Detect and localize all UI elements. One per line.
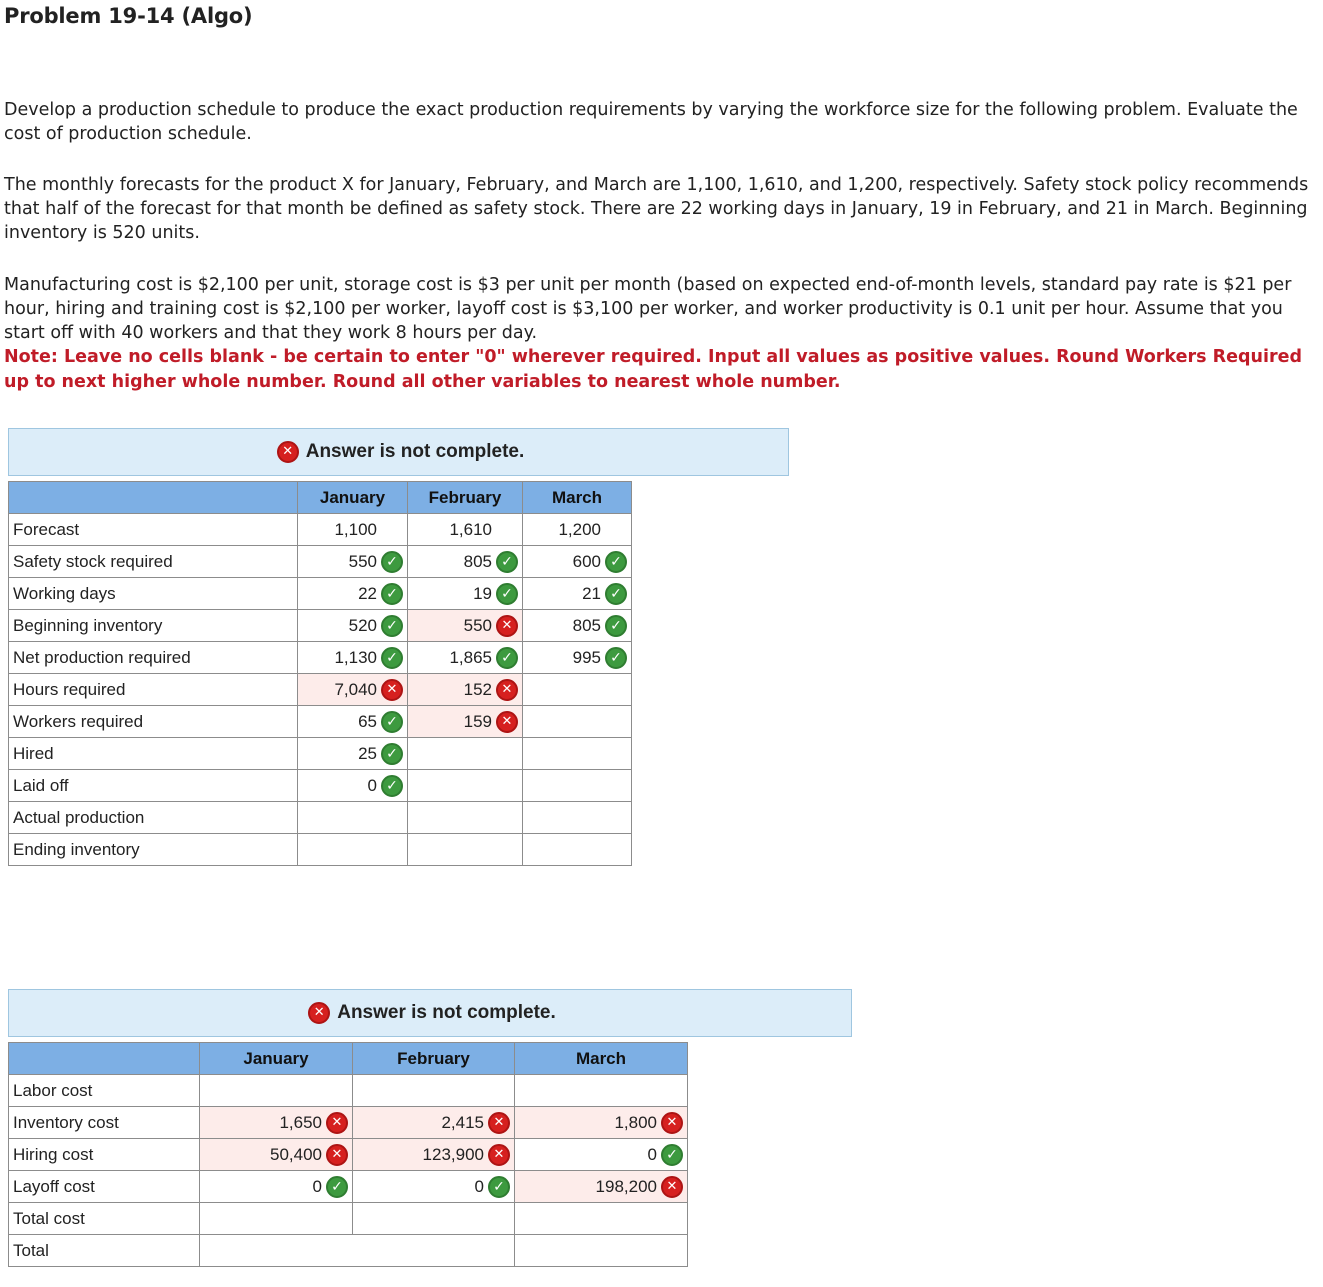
schedule-input-january[interactable] <box>298 770 408 802</box>
cell-value: 1,200 <box>558 519 601 539</box>
schedule-input-march[interactable] <box>523 706 632 738</box>
row-label: Total <box>9 1235 200 1267</box>
problem-note: Note: Leave no cells blank - be certain to enter "0" wherever required. Input all values as positive values. Round Workers Required up to next higher whole number. Round all other variables to nearest whole number. <box>4 347 1302 392</box>
x-circle-icon: ✕ <box>326 1112 348 1134</box>
x-circle-icon: ✕ <box>661 1112 683 1134</box>
cost-input-february[interactable] <box>353 1203 515 1235</box>
check-circle-icon: ✓ <box>496 583 518 605</box>
cell-value: 21 <box>582 583 601 603</box>
table-row <box>9 770 632 802</box>
x-circle-icon: ✕ <box>496 615 518 637</box>
schedule-input-january[interactable] <box>298 674 408 706</box>
schedule-input-february[interactable] <box>408 514 523 546</box>
row-label: Total cost <box>9 1203 200 1235</box>
cell-value: 1,100 <box>334 519 377 539</box>
cell-value: 805 <box>463 551 492 571</box>
schedule-input-january[interactable] <box>298 546 408 578</box>
table-row <box>9 738 632 770</box>
cost-input-january[interactable] <box>200 1139 353 1171</box>
answer-status-text: Answer is not complete. <box>305 441 525 462</box>
schedule-input-march[interactable] <box>523 514 632 546</box>
check-circle-icon: ✓ <box>605 615 627 637</box>
empty-cell <box>515 1235 688 1267</box>
row-label: Beginning inventory <box>9 610 298 642</box>
x-circle-icon: ✕ <box>496 679 518 701</box>
schedule-input-february[interactable] <box>408 610 523 642</box>
row-label: Ending inventory <box>9 834 298 866</box>
check-circle-icon: ✓ <box>381 743 403 765</box>
row-label: Laid off <box>9 770 298 802</box>
schedule-input-february[interactable] <box>408 802 523 834</box>
cell-value: 600 <box>572 551 601 571</box>
cell-value: 0 <box>367 775 377 795</box>
check-circle-icon: ✓ <box>496 647 518 669</box>
cell-value: 1,610 <box>449 519 492 539</box>
cell-value: 198,200 <box>595 1176 657 1196</box>
cell-value: 152 <box>463 679 492 699</box>
cell-value: 805 <box>572 615 601 635</box>
x-circle-icon: ✕ <box>661 1176 683 1198</box>
answer-status-banner <box>8 989 852 1037</box>
row-label: Inventory cost <box>9 1107 200 1139</box>
table-row <box>9 546 632 578</box>
column-header-march: March <box>523 482 632 514</box>
cell-value: 1,130 <box>334 647 377 667</box>
cost-input-january[interactable] <box>200 1203 353 1235</box>
table-row <box>9 1107 688 1139</box>
cost-input-march[interactable] <box>515 1139 688 1171</box>
column-header <box>9 1043 200 1075</box>
table-header-row <box>9 482 632 514</box>
schedule-input-january[interactable] <box>298 738 408 770</box>
cost-input-march[interactable] <box>515 1075 688 1107</box>
schedule-input-january[interactable] <box>298 706 408 738</box>
table-row <box>9 514 632 546</box>
x-circle-icon: ✕ <box>488 1112 510 1134</box>
answer-status-text: Answer is not complete. <box>337 1002 556 1023</box>
schedule-input-march[interactable] <box>523 770 632 802</box>
row-label: Safety stock required <box>9 546 298 578</box>
row-label: Actual production <box>9 802 298 834</box>
table-row <box>9 834 632 866</box>
column-header-january: January <box>298 482 408 514</box>
check-circle-icon: ✓ <box>381 583 403 605</box>
schedule-input-march[interactable] <box>523 834 632 866</box>
check-circle-icon: ✓ <box>496 551 518 573</box>
table-row <box>9 578 632 610</box>
column-header <box>9 482 298 514</box>
row-label: Hiring cost <box>9 1139 200 1171</box>
cost-input-february[interactable] <box>353 1139 515 1171</box>
cell-value: 520 <box>348 615 377 635</box>
cost-input-march[interactable] <box>515 1203 688 1235</box>
cell-value: 550 <box>463 615 492 635</box>
cell-value: 0 <box>474 1176 484 1196</box>
schedule-input-january[interactable] <box>298 578 408 610</box>
table-row <box>9 1171 688 1203</box>
check-circle-icon: ✓ <box>381 711 403 733</box>
check-circle-icon: ✓ <box>488 1176 510 1198</box>
x-circle-icon: ✕ <box>488 1144 510 1166</box>
table-header-row <box>9 1043 688 1075</box>
x-circle-icon: ✕ <box>308 1002 330 1024</box>
schedule-input-february[interactable] <box>408 546 523 578</box>
table-row <box>9 1075 688 1107</box>
check-circle-icon: ✓ <box>381 615 403 637</box>
check-circle-icon: ✓ <box>381 647 403 669</box>
schedule-input-january[interactable] <box>298 802 408 834</box>
cost-input-february[interactable] <box>353 1107 515 1139</box>
schedule-input-january[interactable] <box>298 514 408 546</box>
column-header-february: February <box>353 1043 515 1075</box>
schedule-input-march[interactable] <box>523 802 632 834</box>
cost-input-january[interactable] <box>200 1107 353 1139</box>
table-row <box>9 642 632 674</box>
problem-forecast-text: The monthly forecasts for the product X for January, February, and March are 1,100, 1,610, and 1,200, respectively. Safety stock policy recommends that half of the forecast for that month be defined as safety stock. There are 22 working days in January, 19 in February, and 21 in March. Beginning inventory is 520 units. <box>4 175 1309 243</box>
cell-value: 19 <box>473 583 492 603</box>
row-label: Working days <box>9 578 298 610</box>
schedule-input-february[interactable] <box>408 770 523 802</box>
cell-value: 995 <box>572 647 601 667</box>
cell-value: 7,040 <box>334 679 377 699</box>
row-label: Hired <box>9 738 298 770</box>
row-label: Workers required <box>9 706 298 738</box>
column-header-february: February <box>408 482 523 514</box>
check-circle-icon: ✓ <box>381 775 403 797</box>
row-label: Layoff cost <box>9 1171 200 1203</box>
schedule-input-february[interactable] <box>408 834 523 866</box>
cost-input-february[interactable] <box>353 1171 515 1203</box>
schedule-input-february[interactable] <box>408 706 523 738</box>
problem-instructions: Develop a production schedule to produce the exact production requirements by varying the workforce size for the following problem. Evaluate the cost of production schedule. <box>4 100 1298 144</box>
check-circle-icon: ✓ <box>661 1144 683 1166</box>
cell-value: 65 <box>358 711 377 731</box>
cell-value: 550 <box>348 551 377 571</box>
schedule-input-february[interactable] <box>408 642 523 674</box>
x-circle-icon: ✕ <box>277 441 299 463</box>
cell-value: 123,900 <box>422 1144 484 1164</box>
x-circle-icon: ✕ <box>381 679 403 701</box>
cell-value: 159 <box>463 711 492 731</box>
production-schedule-table <box>8 481 632 866</box>
cell-value: 50,400 <box>270 1144 322 1164</box>
check-circle-icon: ✓ <box>605 647 627 669</box>
x-circle-icon: ✕ <box>496 711 518 733</box>
cell-value: 1,865 <box>449 647 492 667</box>
schedule-input-march[interactable] <box>523 642 632 674</box>
schedule-input-march[interactable] <box>523 610 632 642</box>
column-header-january: January <box>200 1043 353 1075</box>
cost-input-march[interactable] <box>515 1107 688 1139</box>
cost-input-january[interactable] <box>200 1171 353 1203</box>
table-row-total <box>9 1235 688 1267</box>
cell-value: 22 <box>358 583 377 603</box>
cell-value: 0 <box>312 1176 322 1196</box>
problem-title: Problem 19-14 (Algo) <box>4 4 253 28</box>
table-row <box>9 802 632 834</box>
schedule-input-february[interactable] <box>408 578 523 610</box>
schedule-input-march[interactable] <box>523 674 632 706</box>
check-circle-icon: ✓ <box>326 1176 348 1198</box>
cost-table <box>8 1042 688 1267</box>
table-row <box>9 610 632 642</box>
cell-value: 1,650 <box>279 1112 322 1132</box>
row-label: Hours required <box>9 674 298 706</box>
row-label: Net production required <box>9 642 298 674</box>
schedule-input-january[interactable] <box>298 834 408 866</box>
table-row <box>9 1203 688 1235</box>
schedule-input-march[interactable] <box>523 578 632 610</box>
row-label: Forecast <box>9 514 298 546</box>
check-circle-icon: ✓ <box>381 551 403 573</box>
total-input[interactable] <box>200 1235 515 1267</box>
schedule-input-february[interactable] <box>408 738 523 770</box>
cell-value: 1,800 <box>614 1112 657 1132</box>
table-row <box>9 706 632 738</box>
problem-cost-text: Manufacturing cost is $2,100 per unit, storage cost is $3 per unit per month (based on expected end-of-month levels, standard pay rate is $21 per hour, hiring and training cost is $2,100 per worker, layoff cost is $3,100 per worker, and worker productivity is 0.1 unit per hour. Assume that you start off with 40 workers and that they work 8 hours per day. <box>4 275 1292 343</box>
schedule-input-march[interactable] <box>523 546 632 578</box>
check-circle-icon: ✓ <box>605 551 627 573</box>
cost-input-january[interactable] <box>200 1075 353 1107</box>
cost-input-march[interactable] <box>515 1171 688 1203</box>
answer-status-banner <box>8 428 789 476</box>
cost-input-february[interactable] <box>353 1075 515 1107</box>
schedule-input-january[interactable] <box>298 610 408 642</box>
row-label: Labor cost <box>9 1075 200 1107</box>
cell-value: 2,415 <box>441 1112 484 1132</box>
x-circle-icon: ✕ <box>326 1144 348 1166</box>
schedule-input-february[interactable] <box>408 674 523 706</box>
check-circle-icon: ✓ <box>605 583 627 605</box>
table-row <box>9 1139 688 1171</box>
table-row <box>9 674 632 706</box>
cell-value: 25 <box>358 743 377 763</box>
column-header-march: March <box>515 1043 688 1075</box>
schedule-input-january[interactable] <box>298 642 408 674</box>
schedule-input-march[interactable] <box>523 738 632 770</box>
cell-value: 0 <box>647 1144 657 1164</box>
